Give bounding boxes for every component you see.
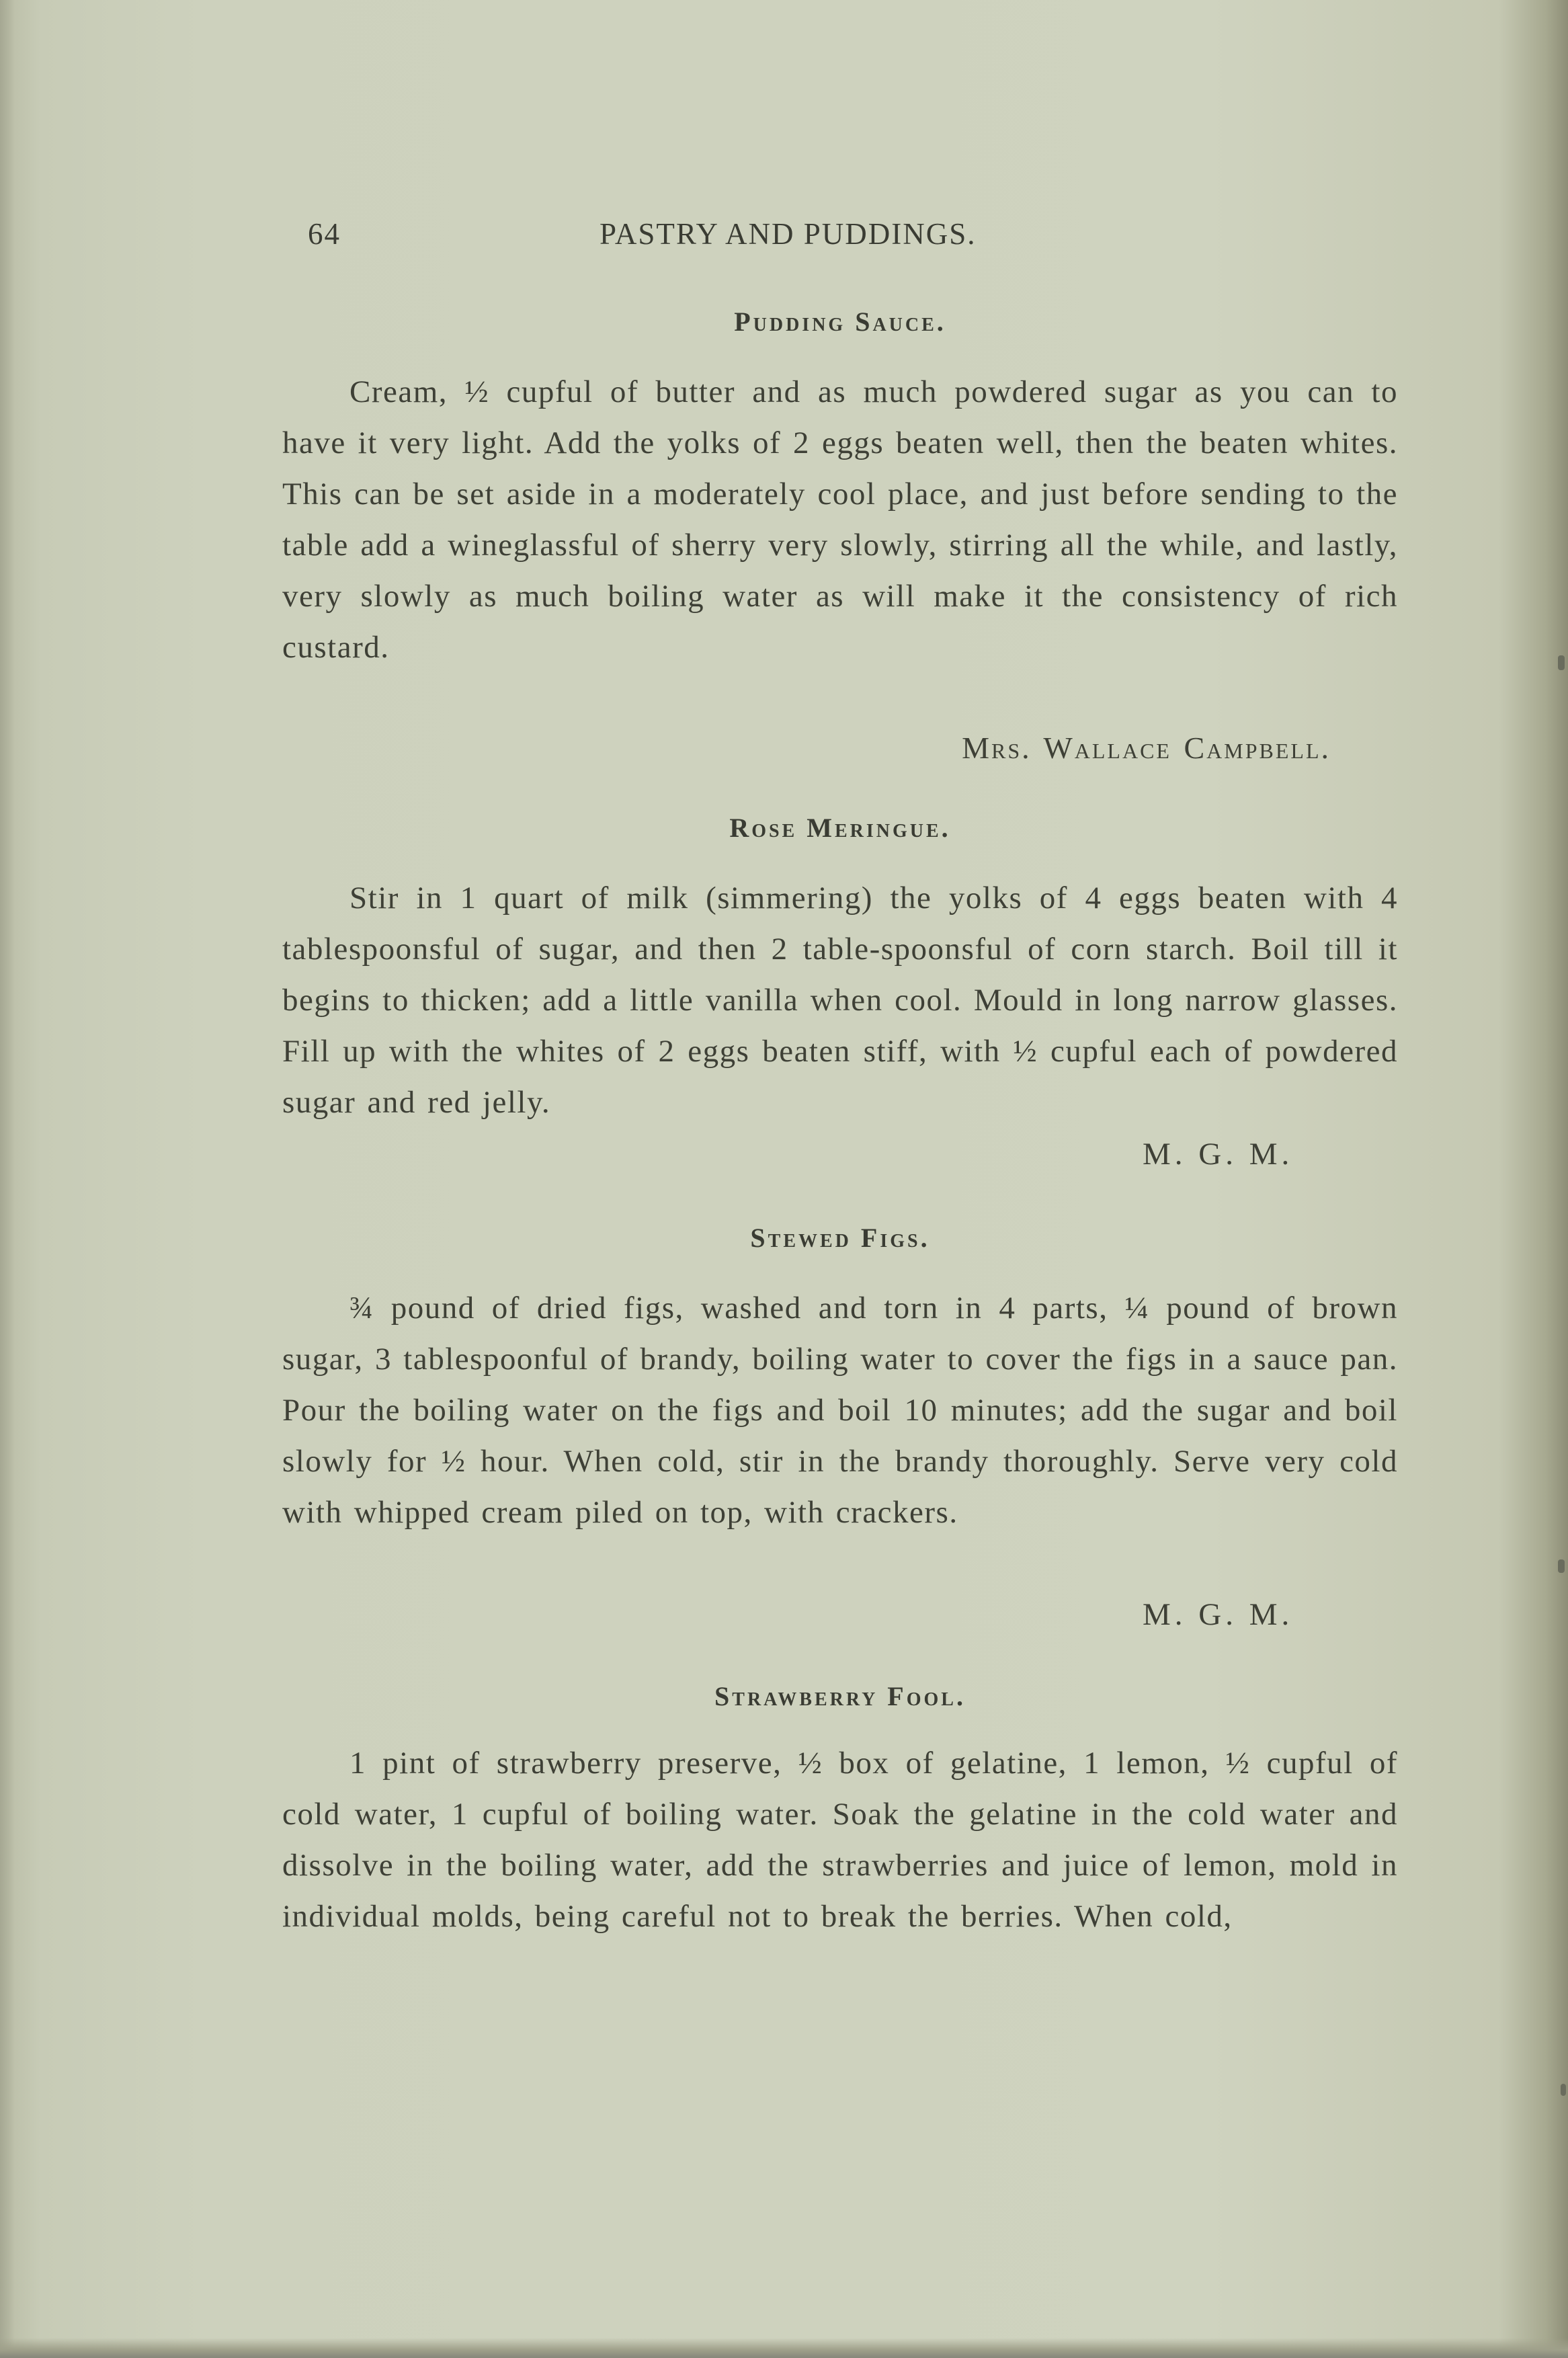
- recipe-title: Stewed Figs.: [750, 1223, 930, 1253]
- page-bottom-edge: [0, 2338, 1568, 2358]
- page-number: 64: [308, 217, 341, 251]
- edge-mark: [1561, 2084, 1566, 2096]
- edge-mark: [1558, 655, 1565, 670]
- recipe-text: Cream, ½ cupful of butter and as much powdered sugar as you can to have it very light. Add the yolks of 2 eggs beaten well, then the beaten whites. This can be set aside in a moderately cool place, and just before sending to the table add a wineglassful of sherry very slowly, stirring all the while, and lastly, very slowly as much boiling water as will make it the consistency of rich custard.: [282, 374, 1398, 665]
- recipe-title: Rose Meringue.: [729, 813, 951, 843]
- binding-shadow: [0, 0, 15, 2358]
- recipe-title: Pudding Sauce.: [734, 307, 946, 337]
- recipe-text: Stir in 1 quart of milk (simmering) the yolks of 4 eggs beaten with 4 tablespoonsful of sugar, and then 2 table-spoonsful of corn starch. Boil till it begins to thicken; add a little vanilla when cool. Mould in long narrow glasses. Fill up with the whites of 2 eggs beaten stiff, with ½ cupful each of powdered sugar and red jelly.: [282, 881, 1398, 1120]
- recipe-text: ¾ pound of dried figs, washed and torn in 4 parts, ¼ pound of brown sugar, 3 tablespoonful of brandy, boiling water to cover the figs in a sauce pan. Pour the boiling water on the figs and boil 10 minutes; add the sugar and boil slowly for ½ hour. When cold, stir in the brandy thoroughly. Serve very cold with whipped cream piled on top, with crackers.: [282, 1291, 1398, 1530]
- running-head: [308, 216, 1410, 257]
- recipe-attribution: M. G. M.: [1143, 1597, 1294, 1632]
- running-title: PASTRY AND PUDDINGS.: [600, 217, 977, 251]
- recipe-text: 1 pint of strawberry preserve, ½ box of gelatine, 1 lemon, ½ cupful of cold water, 1 cupful of boiling water. Soak the gelatine in the cold water and dissolve in the boiling water, add the strawberries and juice of lemon, mold in individual molds, being careful not to break the berries. When cold,: [282, 1746, 1398, 1934]
- recipe-attribution: M. G. M.: [1143, 1137, 1294, 1172]
- recipe-attribution: Mrs. Wallace Campbell.: [962, 731, 1331, 765]
- recipe-attribution-row: [282, 723, 1331, 770]
- edge-mark: [1558, 1559, 1565, 1573]
- recipe-title: Strawberry Fool.: [714, 1681, 966, 1711]
